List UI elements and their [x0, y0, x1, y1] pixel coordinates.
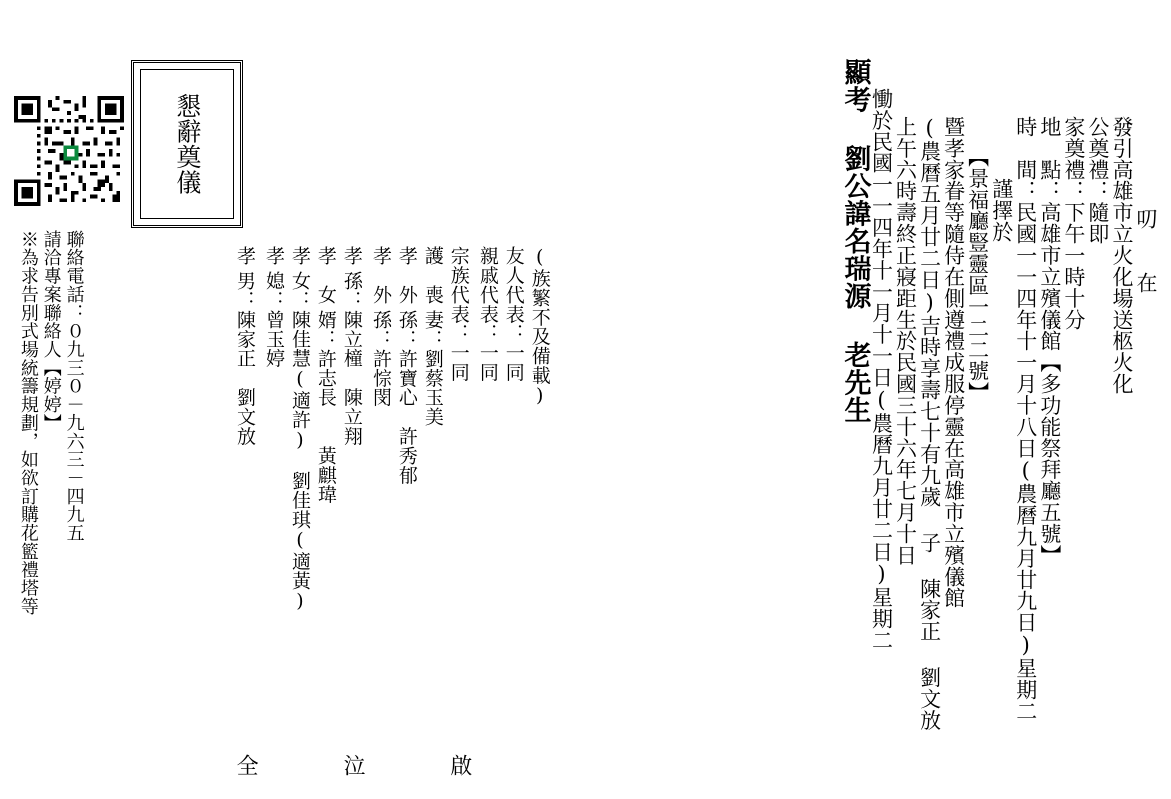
family-relation: 孝: [263, 246, 286, 266]
family-names: 孫：許寶心 許秀郁: [395, 310, 418, 485]
family-relation: 孝 外: [395, 246, 418, 305]
family-column: [396, 246, 416, 776]
family-footer: 泣: [340, 753, 365, 776]
family-relation: 孝: [233, 246, 256, 266]
note-line-1: ※為求告別式場統籌規劃，如欲訂購花籃禮塔等: [17, 230, 39, 616]
family-names: 男：陳家正 劉文放: [233, 271, 256, 446]
obituary-cremation: 發引高雄市立火化場送柩火化: [1109, 116, 1134, 395]
family-column: [422, 246, 442, 776]
family-footer: 啟: [446, 753, 472, 776]
obituary-schedule-intro: 謹擇於: [989, 178, 1014, 243]
qr-code-graphic: [14, 96, 124, 206]
family-column: [448, 246, 471, 776]
family-names: 媳：曾玉婷: [263, 271, 286, 369]
seal-inner-border: [140, 69, 234, 219]
obituary-line-4: 暨孝家眷等隨侍在側遵禮成服停靈在高雄市立殯儀館: [941, 116, 966, 609]
family-relation: 護 喪: [421, 246, 444, 305]
obituary-ceremony-time: 時 間：民國一一四年十一月十八日(農曆九月廿九日)星期二: [1013, 116, 1038, 722]
family-column: [234, 246, 257, 776]
note-line-2: 請洽專案聯絡人【婷婷】: [40, 230, 62, 432]
obituary-title: 顯考 劉公諱名瑞源 老先生: [839, 58, 871, 425]
family-column: [503, 246, 523, 776]
family-names: 孫：陳立橦 陳立翔: [340, 271, 363, 446]
obituary-line-3: (農曆五月廿二日)吉時享壽七十有九歲 子 陳家正 劉文放: [917, 116, 942, 731]
family-relation: 孝 女: [314, 246, 337, 305]
obituary-ceremony-place: 地 點：高雄市立殯儀館【多功能祭拜廳五號】: [1037, 116, 1062, 566]
obituary-block: [838, 58, 1157, 778]
family-column: [289, 246, 309, 776]
family-mourners-block: [228, 246, 549, 776]
family-column: [263, 246, 286, 776]
family-column: [315, 246, 335, 776]
family-relation: 孝: [288, 246, 311, 266]
obituary-family-rite: 家奠禮：下午一時十分: [1061, 116, 1086, 331]
family-names: 妻：劉蔡玉美: [421, 310, 444, 427]
family-column: [529, 246, 549, 776]
family-relation: 孝: [340, 246, 363, 266]
family-relation: 孝 外: [369, 246, 392, 305]
obituary-line-2: 上午六時壽終正寢距生於民國三十六年七月十日: [893, 116, 918, 566]
qr-code-icon[interactable]: [14, 96, 124, 206]
family-relation: 親戚代表：一同: [476, 246, 499, 382]
family-column: [370, 246, 390, 776]
family-names: 婿：許志長 黃麒瑋: [314, 310, 337, 504]
family-column: [341, 246, 364, 776]
note-contact-phone: 聯絡電話：０九三０－九六三－四九五: [63, 230, 85, 543]
family-relation: 友人代表：一同: [502, 246, 525, 382]
family-relation: 宗族代表：一同: [447, 246, 470, 382]
obituary-closing: 叨 在: [1134, 208, 1158, 294]
obituary-line-1: 慟於民國一一四年十一月十一日(農曆九月廿二日)星期二: [869, 88, 894, 651]
decline-offerings-seal: [131, 60, 243, 228]
family-names: 女：陳佳慧(適許) 劉佳琪(適黃): [288, 271, 311, 613]
family-footer: 全: [233, 753, 259, 776]
family-relation: (族繁不及備載): [528, 246, 551, 408]
seal-text: 懇辭奠儀: [172, 93, 202, 195]
obituary-public-rite: 公奠禮：隨即: [1085, 116, 1110, 245]
obituary-altar-location: 【景福廳豎靈區一二二號】: [965, 146, 990, 404]
contact-note-block: [14, 230, 83, 660]
family-column: [477, 246, 497, 776]
family-names: 孫：許悰閔: [369, 310, 392, 408]
